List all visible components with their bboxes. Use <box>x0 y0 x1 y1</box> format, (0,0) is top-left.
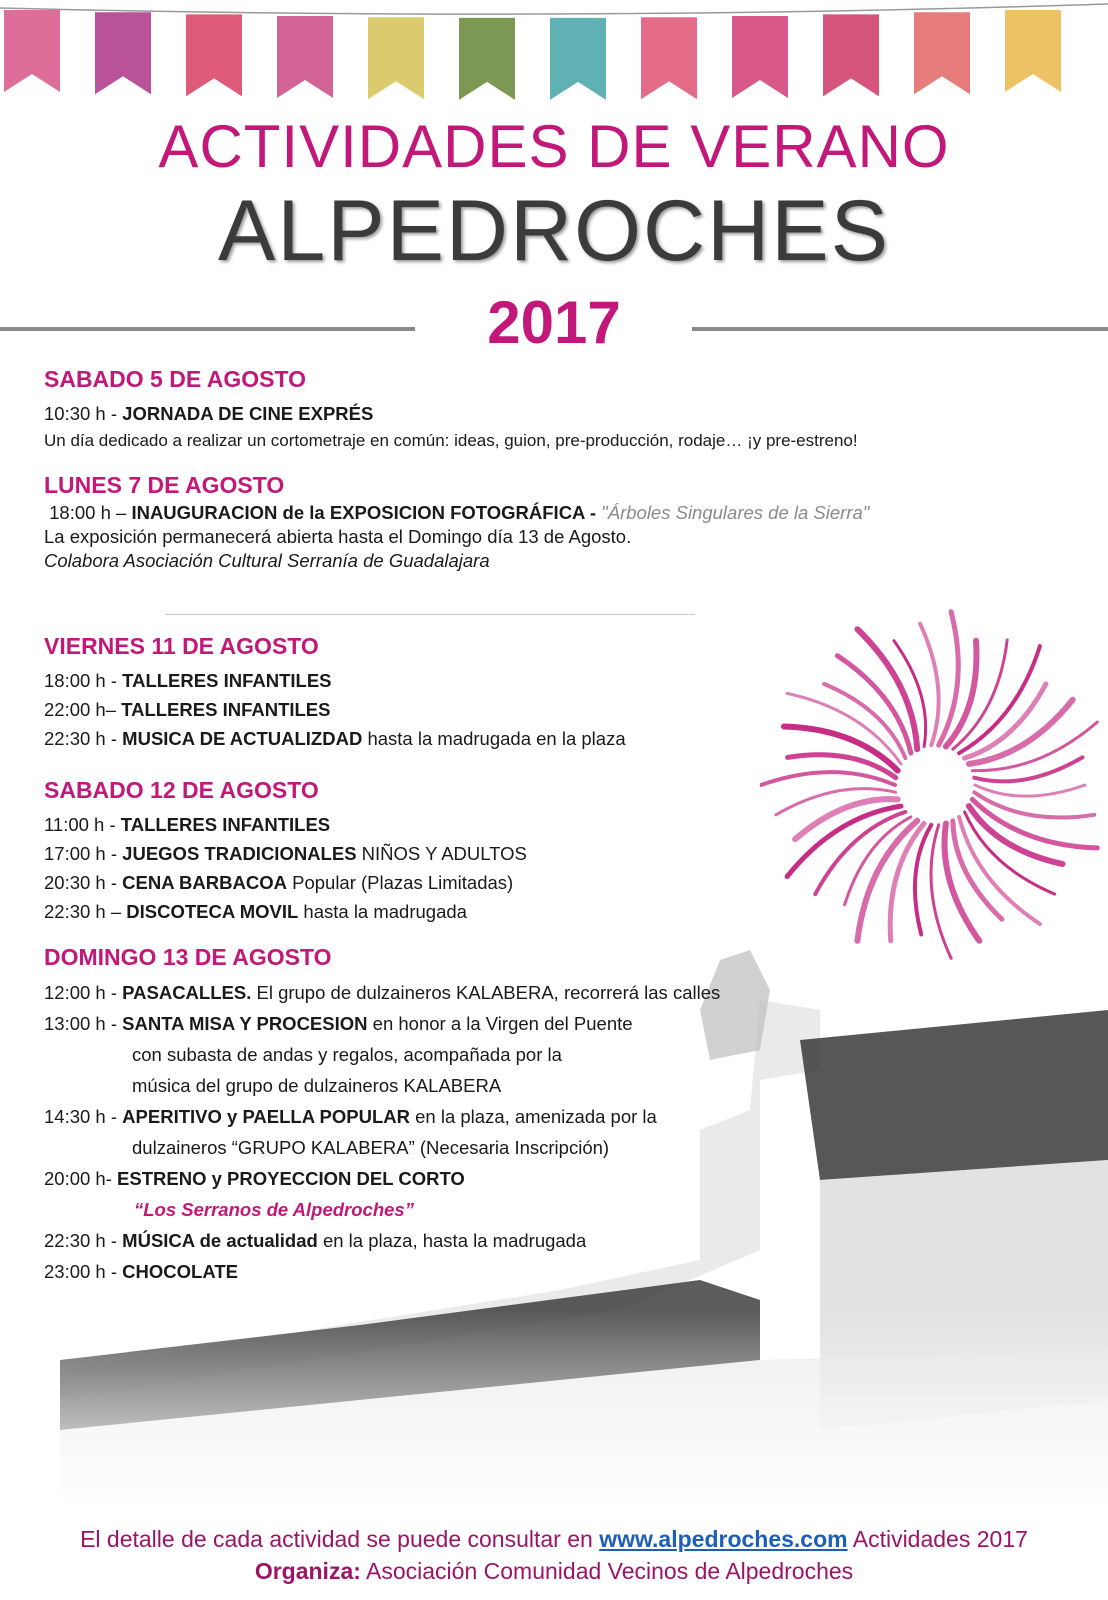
footer-info-line: El detalle de cada actividad se puede consultar en www.alpedroches.com Actividades 2017 <box>80 1526 1028 1552</box>
event-line: 20:30 h - CENA BARBACOA Popular (Plazas Limitadas) <box>44 872 514 893</box>
day-section-sabado-5 <box>44 366 1044 454</box>
bunting-flag <box>95 12 151 94</box>
day-heading: LUNES 7 DE AGOSTO <box>44 472 285 498</box>
event-note: La exposición permanecerá abierta hasta el Domingo día 13 de Agosto. <box>44 526 632 547</box>
event-line-continued: con subasta de andas y regalos, acompañada por la <box>132 1044 562 1065</box>
bunting-flag <box>459 18 515 100</box>
event-line: 14:30 h - APERITIVO y PAELLA POPULAR en la plaza, amenizada por la <box>44 1106 657 1127</box>
bunting-flag <box>277 16 333 98</box>
day-section-domingo-13 <box>44 944 1044 1287</box>
footer-organizer-line: Organiza: Asociación Comunidad Vecinos de Alpedroches <box>254 1558 854 1584</box>
event-line: 20:00 h- ESTRENO y PROYECCION DEL CORTO <box>44 1168 465 1189</box>
event-line: 22:30 h - MUSICA DE ACTUALIZDAD hasta la madrugada en la plaza <box>44 728 626 749</box>
event-line-continued: dulzaineros “GRUPO KALABERA” (Necesaria Inscripción) <box>132 1137 610 1158</box>
event-line: 22:30 h – DISCOTECA MOVIL hasta la madrugada <box>44 901 467 922</box>
event-line: 17:00 h - JUEGOS TRADICIONALES NIÑOS Y ADULTOS <box>44 843 527 864</box>
day-section-lunes-7 <box>44 472 1044 573</box>
title-line-1: ACTIVIDADES DE VERANO <box>158 113 950 180</box>
title-line-2: ALPEDROCHES <box>218 183 890 279</box>
bunting-flag <box>186 14 242 96</box>
day-section-sabado-12 <box>44 777 1044 926</box>
bunting-flag <box>914 12 970 94</box>
website-link[interactable]: www.alpedroches.com <box>599 1526 848 1552</box>
day-heading: SABADO 12 DE AGOSTO <box>44 777 319 803</box>
event-line: 12:00 h - PASACALLES. El grupo de dulzaineros KALABERA, recorrerá las calles <box>44 982 721 1003</box>
event-line: 22:30 h - MÚSICA de actualidad en la plaza, hasta la madrugada <box>44 1230 587 1251</box>
section-divider <box>165 614 695 615</box>
bunting-flag <box>1005 10 1061 92</box>
bunting-flag <box>550 18 606 100</box>
event-collaborator: Colabora Asociación Cultural Serranía de Guadalajara <box>44 550 490 571</box>
event-line: 18:00 h - TALLERES INFANTILES <box>44 670 332 691</box>
bunting-flag <box>732 16 788 98</box>
event-line: 11:00 h - TALLERES INFANTILES <box>44 814 331 835</box>
divider-right <box>692 327 1108 331</box>
bunting-flag <box>641 17 697 99</box>
event-line: 10:30 h - JORNADA DE CINE EXPRÉS <box>44 403 374 424</box>
day-heading: SABADO 5 DE AGOSTO <box>44 366 306 392</box>
event-line: 23:00 h - CHOCOLATE <box>44 1261 238 1282</box>
event-line: 18:00 h – INAUGURACION de la EXPOSICION FOTOGRÁFICA - "Árboles Singulares de la Sierra" <box>49 502 870 523</box>
event-line: 13:00 h - SANTA MISA Y PROCESION en honor a la Virgen del Puente <box>44 1013 633 1034</box>
bunting-flag <box>823 14 879 96</box>
year: 2017 <box>487 289 621 356</box>
day-heading: VIERNES 11 DE AGOSTO <box>44 633 319 659</box>
bunting-flags <box>0 0 1108 110</box>
event-line-continued: música del grupo de dulzaineros KALABERA <box>132 1075 502 1096</box>
event-description: Un día dedicado a realizar un cortometraje en común: ideas, guion, pre-producción, rodaje… ¡y pre-estreno! <box>44 431 858 450</box>
bunting-flag <box>368 17 424 99</box>
event-line: 22:00 h– TALLERES INFANTILES <box>44 699 331 720</box>
event-subtitle: “Los Serranos de Alpedroches” <box>134 1199 414 1220</box>
bunting-flag <box>4 10 60 92</box>
day-heading: DOMINGO 13 DE AGOSTO <box>44 944 332 970</box>
day-section-viernes-11 <box>44 633 1044 753</box>
